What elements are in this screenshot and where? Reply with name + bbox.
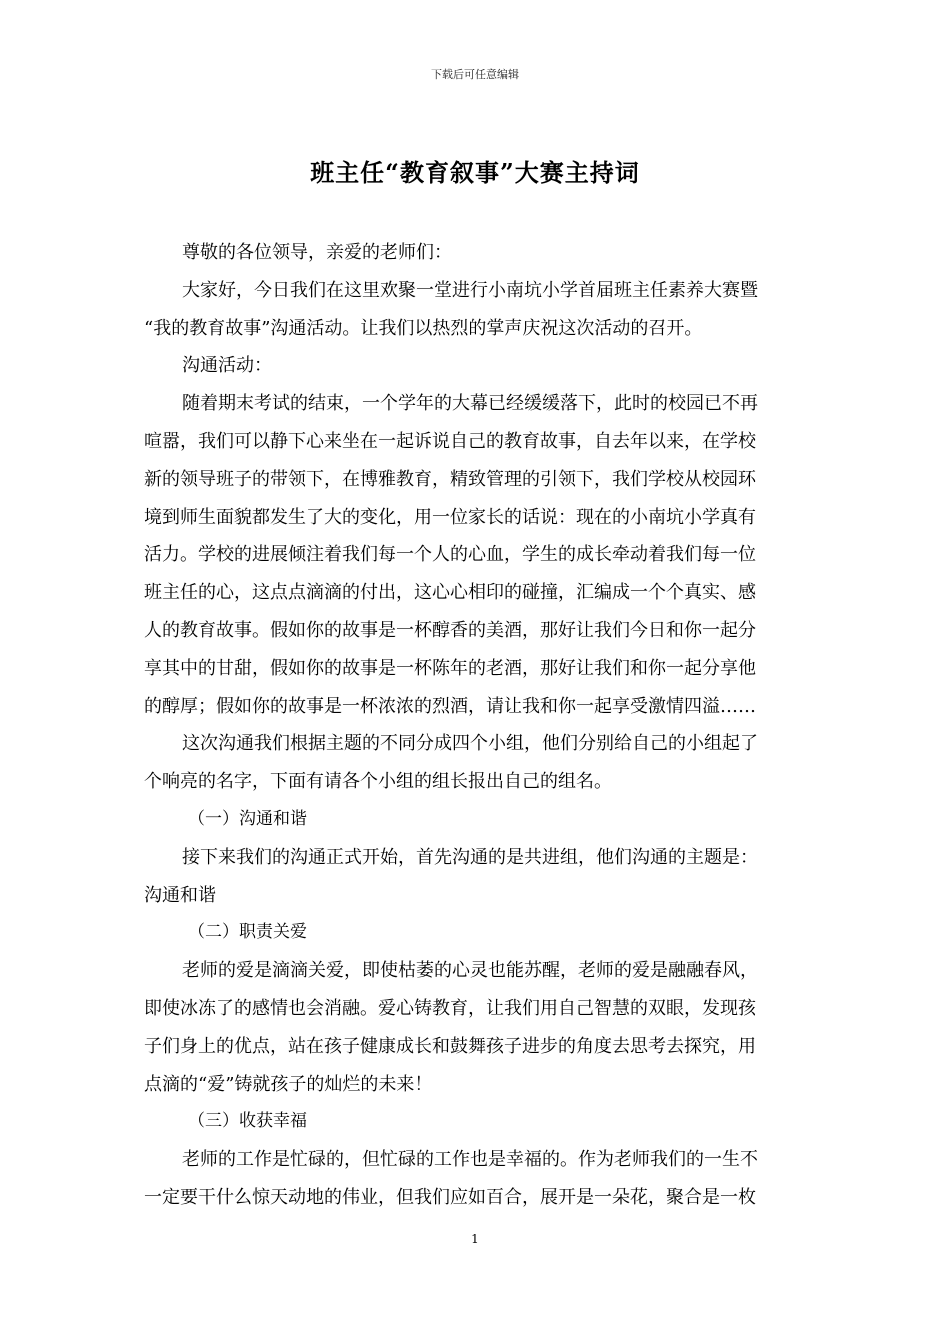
page-number: 1 xyxy=(471,1232,479,1246)
paragraph-line: 班主任的心，这点点滴滴的付出，这心心相印的碰撞，汇编成一个个真实、感 xyxy=(144,582,756,604)
section-heading: （三）收获幸福 xyxy=(188,1111,307,1132)
paragraph-line: 老师的工作是忙碌的，但忙碌的工作也是幸福的。作为老师我们的一生不 xyxy=(182,1149,758,1171)
greeting-line: 尊敬的各位领导，亲爱的老师们： xyxy=(182,242,452,263)
section-heading: （一）沟通和谐 xyxy=(188,808,307,829)
paragraph-line: 大家好，今日我们在这里欢聚一堂进行小南坑小学首届班主任素养大赛暨 xyxy=(182,279,758,301)
section-heading: （二）职责关爱 xyxy=(188,922,307,943)
paragraph-line: 接下来我们的沟通正式开始，首先沟通的是共进组，他们沟通的主题是： xyxy=(182,846,758,868)
document-title: 班主任“教育叙事”大赛主持词 xyxy=(310,158,640,187)
paragraph-line: 活力。学校的进展倾注着我们每一个人的心血，学生的成长牵动着我们每一位 xyxy=(144,544,756,566)
document-body xyxy=(144,234,808,1217)
paragraph-line: 境到师生面貌都发生了大的变化，用一位家长的话说：现在的小南坑小学真有 xyxy=(144,506,756,528)
paragraph-line: 个响亮的名字，下面有请各个小组的组长报出自己的组名。 xyxy=(144,771,612,793)
paragraph-line: 的醇厚；假如你的故事是一杯浓浓的烈酒，请让我和你一起享受激情四溢…… xyxy=(144,695,756,717)
paragraph-line: 人的教育故事。假如你的故事是一杯醇香的美酒，那好让我们今日和你一起分 xyxy=(144,619,756,641)
paragraph-line: “我的教育故事”沟通活动。让我们以热烈的掌声庆祝这次活动的召开。 xyxy=(144,317,703,339)
paragraph-line: 沟通和谐 xyxy=(144,884,216,906)
paragraph-line: 喧嚣，我们可以静下心来坐在一起诉说自己的教育故事，自去年以来，在学校 xyxy=(144,430,756,452)
section-label: 沟通活动： xyxy=(182,355,272,377)
paragraph-line: 随着期末考试的结束，一个学年的大幕已经缓缓落下，此时的校园已不再 xyxy=(182,393,758,415)
paragraph-line: 享其中的甘甜，假如你的故事是一杯陈年的老酒，那好让我们和你一起分享他 xyxy=(144,657,756,679)
paragraph-line: 即使冰冻了的感情也会消融。爱心铸教育，让我们用自己智慧的双眼，发现孩 xyxy=(144,997,756,1019)
page-header: 下载后可任意编辑 xyxy=(431,68,519,81)
paragraph-line: 一定要干什么惊天动地的伟业，但我们应如百合，展开是一朵花，聚合是一枚 xyxy=(144,1186,756,1208)
paragraph-line: 新的领导班子的带领下，在博雅教育，精致管理的引领下，我们学校从校园环 xyxy=(144,468,756,490)
paragraph-line: 这次沟通我们根据主题的不同分成四个小组，他们分别给自己的小组起了 xyxy=(182,733,758,755)
paragraph-line: 老师的爱是滴滴关爱，即使枯萎的心灵也能苏醒，老师的爱是融融春风， xyxy=(182,960,758,982)
paragraph-line: 点滴的“爱”铸就孩子的灿烂的未来！ xyxy=(144,1073,433,1095)
paragraph-line: 子们身上的优点，站在孩子健康成长和鼓舞孩子进步的角度去思考去探究，用 xyxy=(144,1035,756,1057)
